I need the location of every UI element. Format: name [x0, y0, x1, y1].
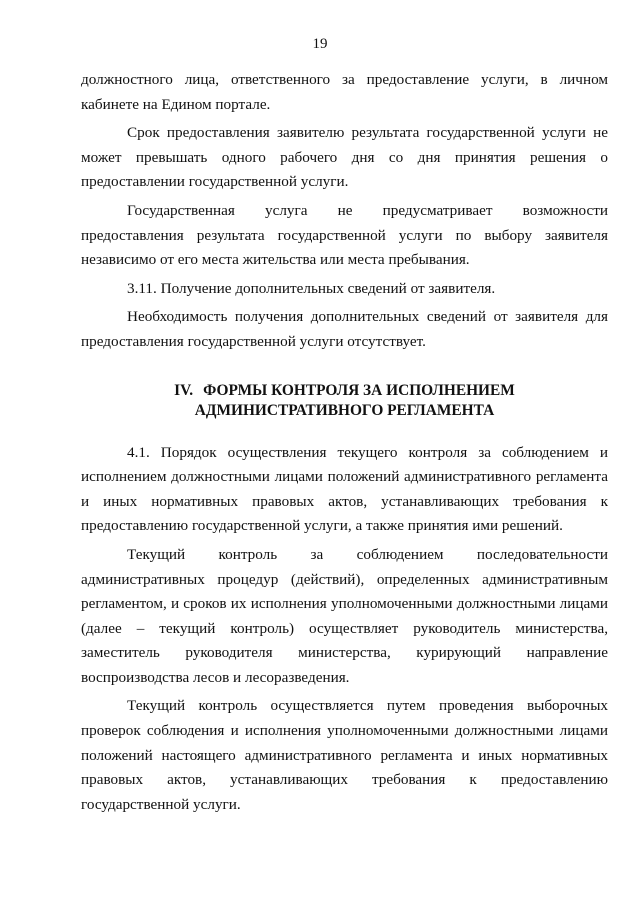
paragraph: Текущий контроль за соблюдением последовательности административных процедур (действий), определенных административным регламентом, и сроков их исполнения уполномоченными должностными лицами (далее – текущий контроль) осуществляет руководитель министерства, заместитель руководителя министерства, курирующий направление воспроизводства лесов и лесоразведения.: [81, 545, 608, 686]
section-number: IV.: [174, 381, 194, 399]
paragraph: Необходимость получения дополнительных сведений от заявителя для предоставления государственной услуги отсутствует.: [81, 308, 608, 350]
page-number: 19: [312, 36, 328, 52]
page-content: [81, 68, 608, 821]
paragraph: Государственная услуга не предусматривает возможности предоставления результата государственной услуги по выбору заявителя независимо от его места жительства или места пребывания.: [81, 201, 608, 269]
section-heading: [81, 381, 608, 421]
paragraph: 3.11. Получение дополнительных сведений от заявителя.: [127, 279, 496, 297]
paragraph: Текущий контроль осуществляется путем проведения выборочных проверок соблюдения и исполнения уполномоченными должностными лицами положений настоящего административного регламента и иных нормативных правовых актов, устанавливающих требования к предоставлению государственной услуги.: [81, 697, 608, 813]
paragraph: Срок предоставления заявителю результата государственной услуги не может превышать одного рабочего дня со дня принятия решения о предоставлении государственной услуги.: [81, 124, 608, 191]
paragraph: 4.1. Порядок осуществления текущего контроля за соблюдением и исполнением должностными лицами положений административного регламента и иных нормативных правовых актов, устанавливающих требования к предоставлению государственной услуги, а также принятия ими решений.: [81, 443, 608, 535]
paragraph: должностного лица, ответственного за предоставление услуги, в личном кабинете на Едином портале.: [81, 71, 608, 113]
section-title-line2: АДМИНИСТРАТИВНОГО РЕГЛАМЕНТА: [194, 401, 495, 419]
section-title-line1: ФОРМЫ КОНТРОЛЯ ЗА ИСПОЛНЕНИЕМ: [203, 381, 515, 399]
